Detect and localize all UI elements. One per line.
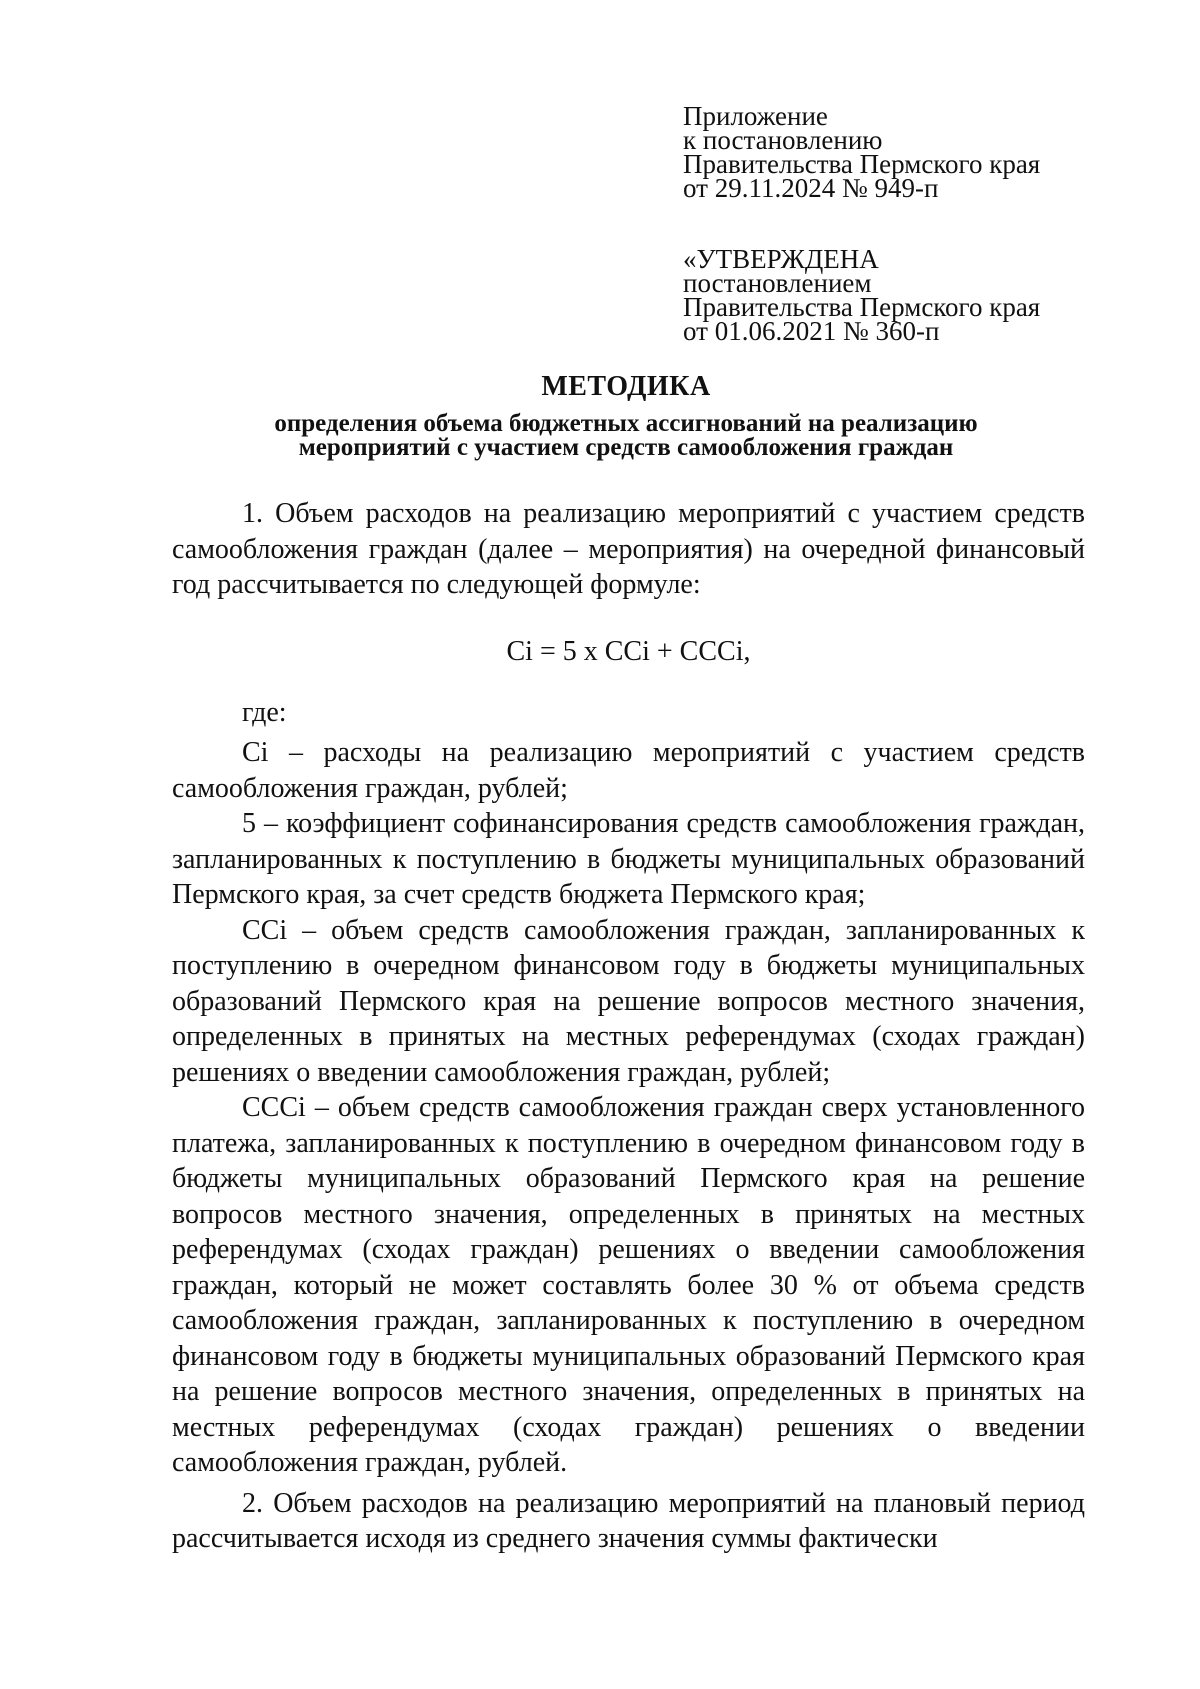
approval-stamp: [683, 244, 1103, 346]
where-label: где:: [242, 696, 287, 728]
definition-cci: CCi – объем средств самообложения граждан, запланированных к поступлению в очередном финансовом году в бюджеты муниципальных образований Пермского края на решение вопросов местного значения, определенных в принятых на местных референдумах (сходах граждан) решениях о введении самообложения граждан, рублей;: [172, 914, 1085, 1088]
appendix-header: [683, 101, 1103, 203]
appendix-line: Правительства Пермского края: [683, 149, 1041, 179]
appendix-line: к постановлению: [683, 125, 883, 155]
formula: Ci = 5 x CCi + CCCi,: [506, 635, 751, 667]
definition-ci: Ci – расходы на реализацию мероприятий с участием средств самообложения граждан, рублей;: [172, 737, 1085, 804]
document-body: [172, 496, 1085, 1557]
approval-line: Правительства Пермского края: [683, 292, 1041, 322]
appendix-line: от 29.11.2024 № 949-п: [683, 173, 939, 203]
definition-ccci: CCCi – объем средств самообложения граждан сверх установленного платежа, запланированных к поступлению в очередном финансовом году в бюджеты муниципальных образований Пермского края на решение вопросов местного значения, определенных в принятых на местных референдумах (сходах граждан) решениях о введении самообложения граждан, который не может составлять более 30 % от объема средств самообложения граждан, запланированных к поступлению в очередном финансовом году в бюджеты муниципальных образований Пермского края на решение вопросов местного значения, определенных в принятых на местных референдумах (сходах граждан) решениях о введении самообложения граждан, рублей.: [172, 1092, 1085, 1478]
document-subtitle: [0, 412, 1200, 460]
definition-coefficient: 5 – коэффициент софинансирования средств самообложения граждан, запланированных к поступлению в бюджеты муниципальных образований Пермского края, за счет средств бюджета Пермского края;: [172, 808, 1085, 910]
appendix-line: Приложение: [683, 101, 828, 131]
paragraph-1: 1. Объем расходов на реализацию мероприятий с участием средств самообложения граждан (далее – мероприятия) на очередной финансовый год рассчитывается по следующей формуле:: [172, 498, 1085, 600]
paragraph-2: 2. Объем расходов на реализацию мероприятий на плановый период рассчитывается исходя из среднего значения суммы фактически: [172, 1487, 1085, 1554]
document-title: МЕТОДИКА: [541, 371, 711, 402]
approval-line: от 01.06.2021 № 360-п: [683, 316, 940, 346]
approval-line: постановлением: [683, 268, 872, 298]
subtitle-line-1: определения объема бюджетных ассигнований на реализацию: [274, 410, 978, 437]
subtitle-line-2: мероприятий с участием средств самообложения граждан: [298, 434, 954, 461]
approval-line: «УТВЕРЖДЕНА: [683, 244, 879, 274]
